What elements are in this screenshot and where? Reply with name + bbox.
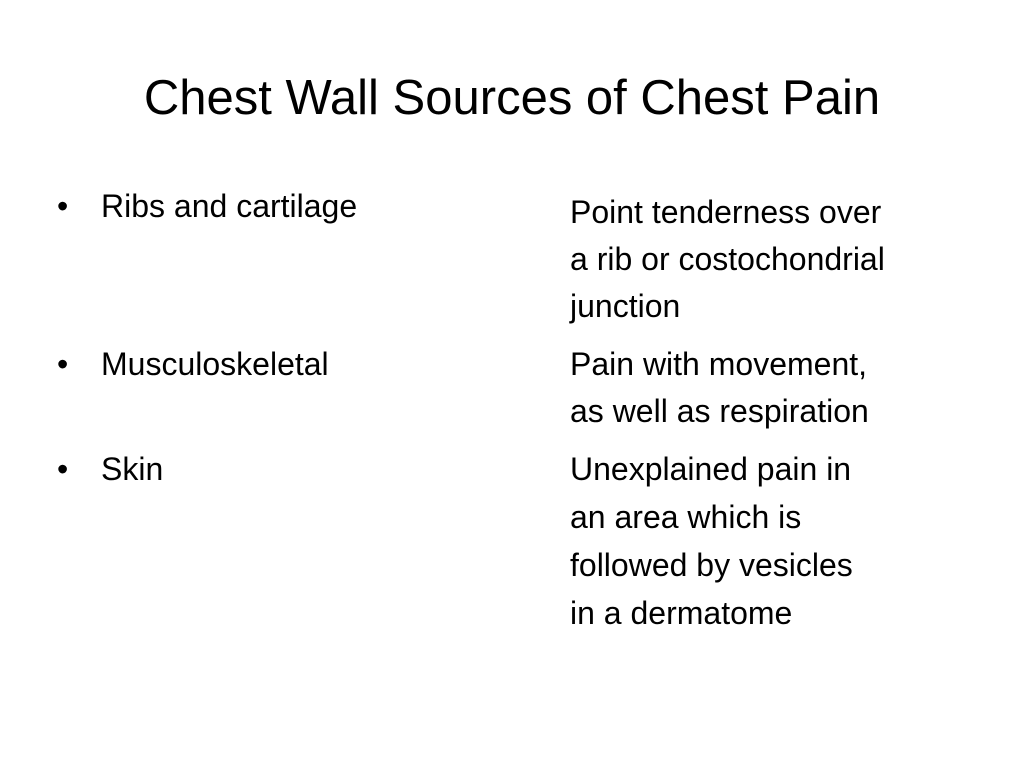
bullet-label: Skin — [101, 451, 164, 487]
bullet-item-ribs-and-cartilage — [57, 182, 357, 230]
description-line: junction — [570, 288, 681, 324]
bullet-icon: • — [57, 451, 69, 487]
description-line: in a dermatome — [570, 595, 793, 631]
bullet-item-musculoskeletal — [57, 340, 329, 388]
bullet-icon: • — [57, 188, 69, 224]
description-line: an area which is — [570, 499, 802, 535]
description-line: followed by vesicles — [570, 547, 853, 583]
description-line: Unexplained pain in — [570, 451, 852, 487]
description-line: Point tenderness over — [570, 194, 882, 230]
bullet-item-skin — [57, 445, 163, 493]
bullet-label: Musculoskeletal — [101, 346, 329, 382]
description-line: Pain with movement, — [570, 346, 868, 382]
description-line: a rib or costochondrial — [570, 241, 885, 277]
slide-title: Chest Wall Sources of Chest Pain — [143, 71, 881, 125]
bullet-icon: • — [57, 346, 69, 382]
bullet-label: Ribs and cartilage — [101, 188, 358, 224]
description-line: as well as respiration — [570, 393, 869, 429]
